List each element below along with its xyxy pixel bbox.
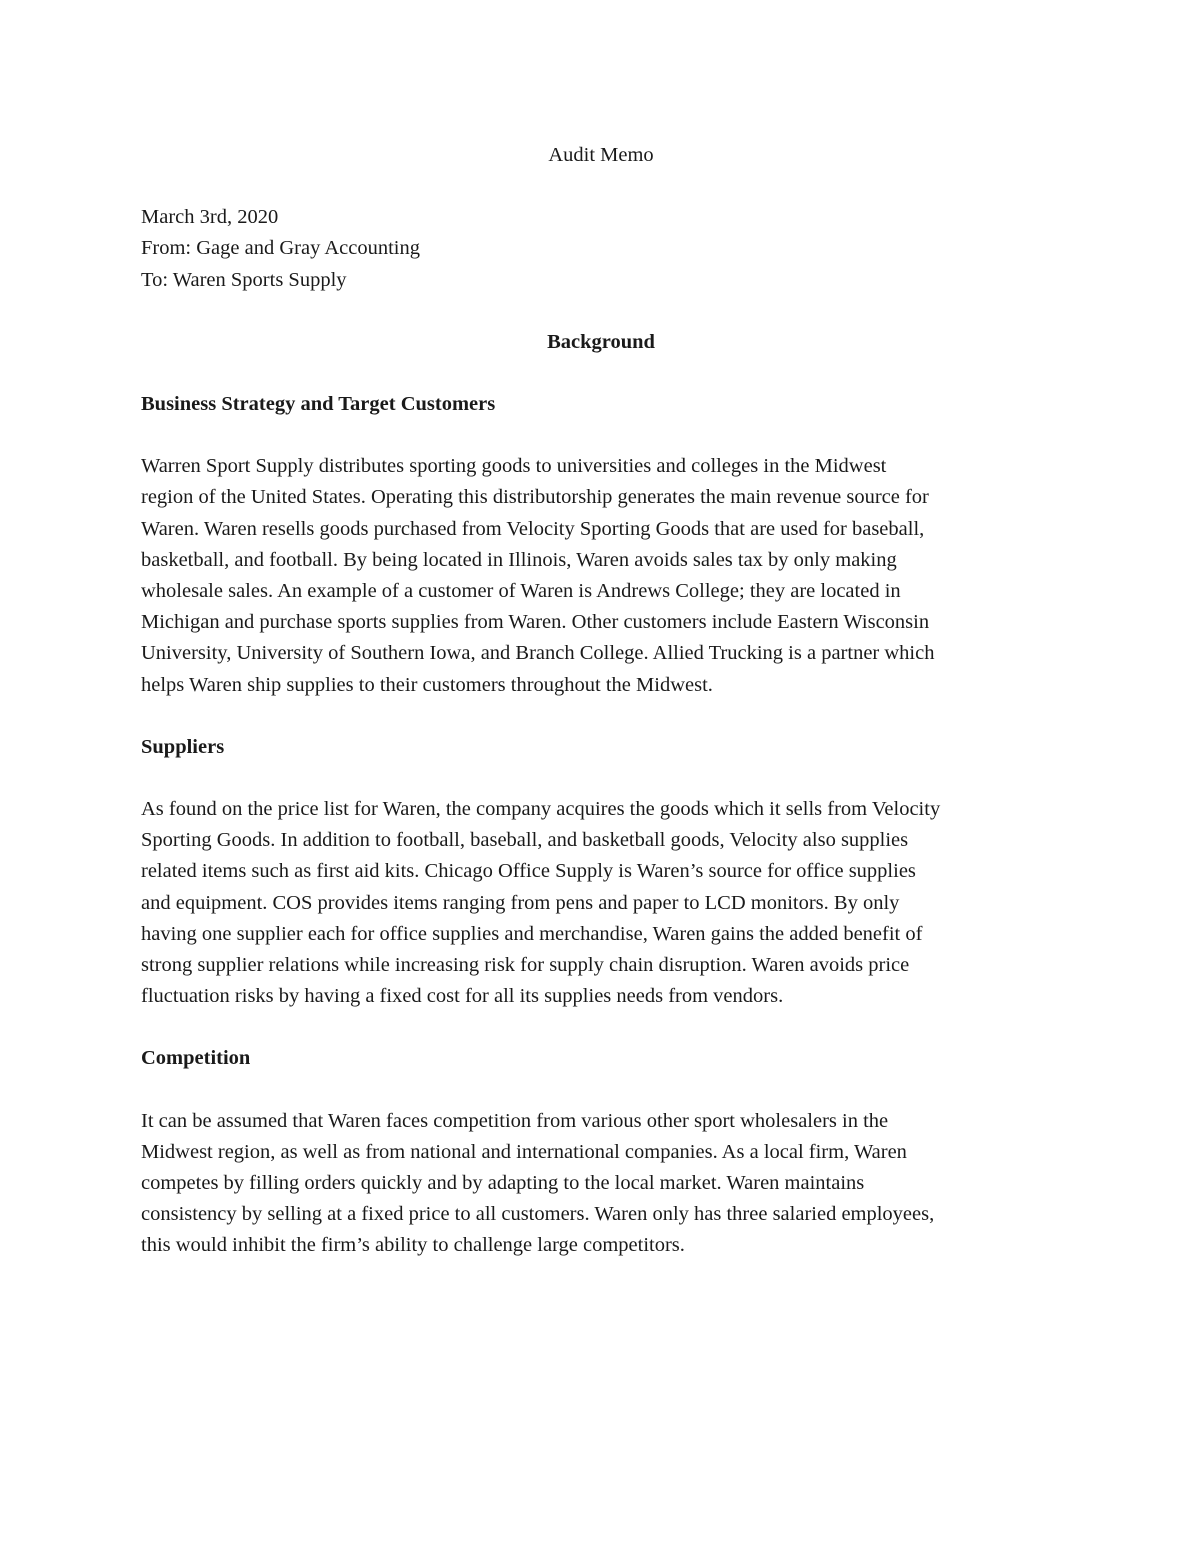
memo-from: From: Gage and Gray Accounting — [141, 237, 420, 260]
paragraph-line: Michigan and purchase sports supplies from Waren. Other customers include Eastern Wisconsin — [141, 611, 930, 634]
paragraph-line: wholesale sales. An example of a customer of Waren is Andrews College; they are located in — [141, 580, 901, 603]
paragraph-line: University, University of Southern Iowa, and Branch College. Allied Trucking is a partner which — [141, 642, 935, 665]
section-heading-competition: Competition — [141, 1047, 251, 1070]
paragraph-strategy — [141, 451, 1061, 701]
paragraph-line: basketball, and football. By being located in Illinois, Waren avoids sales tax by only making — [141, 548, 897, 571]
paragraph-line: As found on the price list for Waren, the company acquires the goods which it sells from Velocity — [141, 798, 941, 821]
paragraph-line: Midwest region, as well as from national and international companies. As a local firm, Waren — [141, 1140, 907, 1163]
paragraph-line: Warren Sport Supply distributes sporting goods to universities and colleges in the Midwest — [141, 455, 887, 478]
paragraph-line: fluctuation risks by having a fixed cost for all its supplies needs from vendors. — [141, 985, 784, 1008]
paragraph-line: having one supplier each for office supplies and merchandise, Waren gains the added benefit of — [141, 922, 923, 945]
memo-page — [141, 140, 1061, 1262]
paragraph-suppliers — [141, 794, 1061, 1012]
paragraph-line: Waren. Waren resells goods purchased from Velocity Sporting Goods that are used for baseball, — [141, 517, 925, 540]
paragraph-line: this would inhibit the firm’s ability to challenge large competitors. — [141, 1234, 685, 1257]
memo-date: March 3rd, 2020 — [141, 206, 279, 229]
paragraph-line: helps Waren ship supplies to their customers throughout the Midwest. — [141, 673, 713, 696]
paragraph-line: related items such as first aid kits. Chicago Office Supply is Waren’s source for office supplies — [141, 860, 916, 883]
paragraph-competition — [141, 1106, 1061, 1262]
paragraph-line: consistency by selling at a fixed price to all customers. Waren only has three salaried employees, — [141, 1203, 935, 1226]
paragraph-line: and equipment. COS provides items ranging from pens and paper to LCD monitors. By only — [141, 891, 900, 914]
section-heading-strategy: Business Strategy and Target Customers — [141, 393, 496, 416]
memo-title: Audit Memo — [548, 144, 654, 166]
paragraph-line: strong supplier relations while increasing risk for supply chain disruption. Waren avoids price — [141, 954, 910, 977]
section-heading-suppliers: Suppliers — [141, 735, 225, 758]
paragraph-line: Sporting Goods. In addition to football, baseball, and basketball goods, Velocity also supplies — [141, 829, 909, 852]
background-heading: Background — [547, 330, 655, 353]
paragraph-line: It can be assumed that Waren faces competition from various other sport wholesalers in the — [141, 1109, 889, 1132]
memo-to: To: Waren Sports Supply — [141, 268, 347, 291]
paragraph-line: region of the United States. Operating this distributorship generates the main revenue source for — [141, 486, 929, 509]
paragraph-line: competes by filling orders quickly and by adapting to the local market. Waren maintains — [141, 1172, 865, 1195]
